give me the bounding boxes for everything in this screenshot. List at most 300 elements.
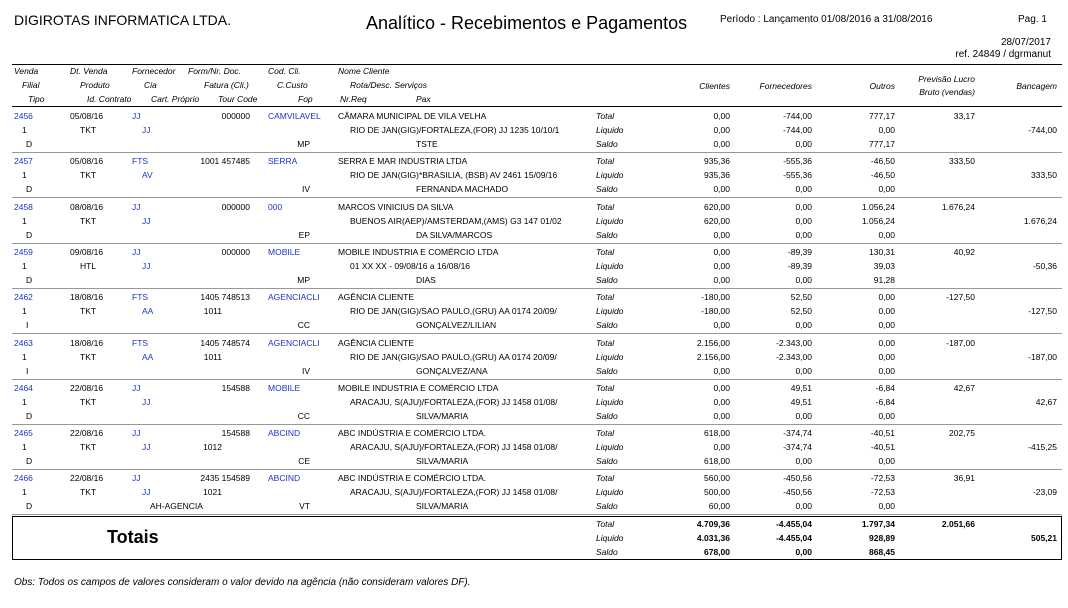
fop: IV: [301, 184, 310, 195]
totals-bancagem: 505,21: [1031, 533, 1057, 543]
total-clientes: 0,00: [713, 246, 730, 257]
liq-outros: -6,84: [875, 396, 895, 407]
totals-liq-clientes: 4.031,36: [696, 533, 730, 543]
rota: RIO DE JAN(GIG)/SAO PAULO,(GRU) AA 0174 20/09/: [350, 351, 557, 362]
fatura: 1012: [203, 442, 222, 453]
pax: TSTE: [416, 139, 438, 149]
produto: TKT: [80, 442, 97, 453]
label-total: Total: [596, 111, 615, 121]
venda-link[interactable]: 2459: [14, 246, 33, 257]
label-liquido: Liquido: [596, 487, 624, 498]
filial: 1: [22, 170, 27, 181]
total-clientes: 935,36: [704, 156, 730, 167]
record: [12, 335, 1062, 380]
cart-proprio: AH-AGENCIA: [150, 501, 203, 512]
record: [12, 153, 1062, 198]
saldo-fornecedores: 0,00: [795, 365, 812, 376]
venda-link[interactable]: 2458: [14, 201, 33, 212]
dt-venda: 18/08/16: [70, 292, 104, 303]
liq-outros: 0,00: [878, 125, 895, 135]
venda-link[interactable]: 2463: [14, 337, 33, 348]
venda-link[interactable]: 2466: [14, 473, 33, 484]
tipo: I: [26, 365, 29, 376]
col-clientes: Clientes: [699, 81, 730, 91]
produto: TKT: [80, 396, 97, 407]
liq-clientes: 620,00: [704, 215, 730, 226]
report-date: 28/07/2017: [1000, 37, 1051, 48]
col-c-custo: C.Custo: [277, 80, 308, 90]
label-liquido: Liquido: [596, 260, 624, 271]
cod-cli: SERRA: [268, 156, 298, 167]
previsao-lucro: 33,17: [953, 111, 975, 121]
label-liquido: Liquido: [596, 442, 624, 453]
produto: TKT: [80, 125, 97, 135]
fornecedor: JJ: [132, 201, 141, 212]
saldo-outros: 0,00: [878, 501, 895, 512]
fop: MP: [297, 274, 310, 285]
liq-fornecedores: 49,51: [790, 396, 812, 407]
filial: 1: [22, 260, 27, 271]
label-total: Total: [596, 473, 615, 484]
label-liquido: Liquido: [596, 351, 624, 362]
col-fornecedores: Fornecedores: [759, 81, 812, 91]
filial: 1: [22, 442, 27, 453]
pax: DIAS: [416, 274, 436, 285]
label-liquido: Liquido: [596, 125, 624, 135]
bancagem: -187,00: [1028, 351, 1057, 362]
cod-cli: MOBILE: [268, 246, 301, 257]
saldo-fornecedores: 0,00: [795, 229, 812, 240]
record: [12, 289, 1062, 334]
form-nr-doc: 154588: [221, 428, 250, 439]
fatura: 1011: [203, 351, 222, 362]
cia: JJ: [142, 442, 151, 453]
bancagem: -744,00: [1028, 125, 1057, 135]
saldo-clientes: 0,00: [713, 320, 730, 331]
previsao-lucro: 42,67: [953, 382, 975, 393]
previsao-lucro: 202,75: [949, 428, 975, 439]
totals-liq-outros: 928,89: [869, 533, 895, 543]
liq-clientes: 0,00: [713, 442, 730, 453]
total-outros: 777,17: [869, 111, 895, 121]
fop: CC: [297, 320, 310, 331]
total-fornecedores: 0,00: [795, 201, 812, 212]
col-fop: Fop: [298, 94, 313, 104]
saldo-outros: 0,00: [878, 456, 895, 467]
pax: GONÇALVEZ/ANA: [416, 365, 488, 376]
label-saldo: Saldo: [596, 274, 618, 285]
pax: SILVA/MARIA: [416, 501, 469, 512]
col-produto: Produto: [80, 80, 110, 90]
liq-clientes: 0,00: [713, 260, 730, 271]
total-fornecedores: -89,39: [787, 246, 812, 257]
total-clientes: 0,00: [713, 111, 730, 121]
liq-outros: -72,53: [870, 487, 895, 498]
produto: TKT: [80, 215, 97, 226]
totals-total-fornecedores: -4.455,04: [776, 519, 812, 529]
report-title: Analítico - Recebimentos e Pagamentos: [366, 13, 688, 33]
saldo-outros: 0,00: [878, 365, 895, 376]
tipo: D: [26, 139, 33, 149]
tipo: D: [26, 229, 33, 240]
fop: MP: [297, 139, 310, 149]
fop: IV: [301, 365, 310, 376]
total-outros: 0,00: [878, 337, 895, 348]
filial: 1: [22, 351, 27, 362]
saldo-clientes: 0,00: [713, 274, 730, 285]
total-clientes: 620,00: [704, 201, 730, 212]
total-outros: 0,00: [878, 292, 895, 303]
liq-outros: -40,51: [870, 442, 895, 453]
total-clientes: 2.156,00: [696, 337, 730, 348]
total-clientes: 618,00: [704, 428, 730, 439]
liq-outros: 1.056,24: [861, 215, 895, 226]
total-clientes: 0,00: [713, 382, 730, 393]
col-bancagem: Bancagem: [1016, 81, 1057, 91]
bancagem: 333,50: [1031, 170, 1057, 181]
saldo-clientes: 0,00: [713, 184, 730, 195]
tipo: D: [26, 184, 33, 195]
totals-saldo-outros: 868,45: [869, 547, 895, 557]
col-nr-req: Nr.Req: [340, 94, 367, 104]
total-outros: 130,31: [869, 246, 895, 257]
totals-liq-fornecedores: -4.455,04: [776, 533, 812, 543]
cia: AV: [142, 170, 153, 181]
totals-label: Totais: [107, 527, 159, 547]
rota: RIO DE JAN(GIG)/FORTALEZA,(FOR) JJ 1235 10/10/1: [350, 125, 560, 135]
bancagem: -23,09: [1032, 487, 1057, 498]
totals-saldo-fornecedores: 0,00: [795, 547, 812, 557]
venda-link[interactable]: 2465: [14, 428, 33, 439]
saldo-fornecedores: 0,00: [795, 184, 812, 195]
rota: BUENOS AIR(AEP)/AMSTERDAM,(AMS) G3 147 01/02: [350, 215, 562, 226]
total-fornecedores: -374,74: [783, 428, 812, 439]
liq-clientes: -180,00: [701, 306, 730, 317]
col-fatura-cli: Fatura (Cli.): [204, 80, 249, 90]
dt-venda: 18/08/16: [70, 337, 104, 348]
saldo-outros: 777,17: [869, 139, 895, 149]
form-nr-doc: 000000: [221, 246, 250, 257]
liq-clientes: 0,00: [713, 125, 730, 135]
saldo-outros: 0,00: [878, 184, 895, 195]
label-total: Total: [596, 337, 615, 348]
pax: GONÇALVEZ/LILIAN: [416, 320, 497, 331]
col-cod-cli: Cod. Cli.: [268, 66, 301, 76]
rota: RIO DE JAN(GIG)/SAO PAULO,(GRU) AA 0174 20/09/: [350, 306, 557, 317]
header-top-rule: [12, 64, 1062, 65]
footer-obs: Obs: Todos os campos de valores consideram o valor devido na agência (não consideram valores DF).: [14, 577, 471, 588]
label-saldo: Saldo: [596, 184, 618, 195]
label-saldo: Saldo: [596, 410, 618, 421]
pax: SILVA/MARIA: [416, 410, 469, 421]
bancagem: 42,67: [1035, 396, 1057, 407]
liq-outros: 0,00: [878, 306, 895, 317]
bancagem: -127,50: [1028, 306, 1057, 317]
liq-fornecedores: -2.343,00: [776, 351, 812, 362]
form-nr-doc: 000000: [221, 201, 250, 212]
fornecedor: JJ: [132, 246, 141, 257]
label-total: Total: [596, 292, 615, 303]
rota: RIO DE JAN(GIG)*BRASILIA, (BSB) AV 2461 15/09/16: [350, 170, 558, 181]
dt-venda: 05/08/16: [70, 156, 104, 167]
totals-total-outros: 1.797,34: [861, 519, 895, 529]
total-fornecedores: 52,50: [790, 292, 812, 303]
cia: AA: [142, 306, 154, 317]
col-fornecedor: Fornecedor: [132, 66, 176, 76]
totals-previsao: 2.051,66: [941, 519, 975, 529]
cod-cli: ABCIND: [268, 428, 301, 439]
cia: JJ: [142, 487, 151, 498]
record: [12, 244, 1062, 289]
venda-link[interactable]: 2457: [14, 156, 33, 167]
pax: DA SILVA/MARCOS: [416, 229, 493, 240]
previsao-lucro: -127,50: [946, 292, 975, 303]
cod-cli: MOBILE: [268, 382, 301, 393]
liq-fornecedores: -744,00: [783, 125, 812, 135]
liq-clientes: 500,00: [704, 487, 730, 498]
dt-venda: 22/08/16: [70, 473, 104, 484]
tipo: D: [26, 410, 33, 421]
saldo-fornecedores: 0,00: [795, 410, 812, 421]
venda-link[interactable]: 2464: [14, 382, 33, 393]
label-liquido: Liquido: [596, 215, 624, 226]
saldo-clientes: 60,00: [708, 501, 730, 512]
label-total: Total: [596, 428, 615, 439]
nome-cliente: ABC INDÚSTRIA E COMÉRCIO LTDA.: [338, 473, 487, 484]
fop: EP: [298, 229, 310, 240]
totals-label-liquido: Liquido: [596, 533, 624, 543]
company-name: DIGIROTAS INFORMATICA LTDA.: [14, 12, 232, 28]
rota: ARACAJU, S(AJU)/FORTALEZA,(FOR) JJ 1458 01/08/: [350, 442, 558, 453]
record: [12, 199, 1062, 244]
total-outros: -6,84: [875, 382, 895, 393]
fornecedor: JJ: [132, 473, 141, 484]
liq-outros: 39,03: [873, 260, 895, 271]
saldo-outros: 0,00: [878, 320, 895, 331]
fornecedor: JJ: [132, 382, 141, 393]
nome-cliente: CÂMARA MUNICIPAL DE VILA VELHA: [338, 111, 487, 121]
col-nome-cliente: Nome Cliente: [338, 66, 390, 76]
cod-cli: CAMVILAVEL: [268, 111, 321, 121]
label-total: Total: [596, 201, 615, 212]
fornecedor: JJ: [132, 111, 141, 121]
fop: VT: [299, 501, 310, 512]
page-number: Pag. 1: [1018, 14, 1047, 25]
liq-clientes: 935,36: [704, 170, 730, 181]
totals-box: [12, 516, 1062, 560]
filial: 1: [22, 487, 27, 498]
dt-venda: 08/08/16: [70, 201, 104, 212]
dt-venda: 05/08/16: [70, 111, 104, 121]
filial: 1: [22, 396, 27, 407]
saldo-outros: 0,00: [878, 229, 895, 240]
total-fornecedores: -450,56: [783, 473, 812, 484]
rota: 01 XX XX - 09/08/16 a 16/08/16: [350, 260, 471, 271]
previsao-lucro: 333,50: [949, 156, 975, 167]
col-dt-venda: Dt. Venda: [70, 66, 108, 76]
cod-cli: ABCIND: [268, 473, 301, 484]
fornecedor: FTS: [132, 156, 149, 167]
nome-cliente: SERRA E MAR INDUSTRIA LTDA: [338, 156, 468, 167]
label-saldo: Saldo: [596, 139, 618, 149]
totals-label-total: Total: [596, 519, 615, 529]
saldo-outros: 91,28: [873, 274, 895, 285]
liq-fornecedores: -89,39: [787, 260, 812, 271]
cod-cli: AGENCIACLI: [268, 292, 320, 303]
cia: JJ: [142, 260, 151, 271]
liq-outros: -46,50: [870, 170, 895, 181]
previsao-lucro: 36,91: [953, 473, 975, 484]
total-outros: -40,51: [870, 428, 895, 439]
form-nr-doc: 2435 154589: [200, 473, 250, 484]
liq-clientes: 0,00: [713, 396, 730, 407]
cia: JJ: [142, 396, 151, 407]
form-nr-doc: 154588: [221, 382, 250, 393]
previsao-lucro: 40,92: [953, 246, 975, 257]
saldo-fornecedores: 0,00: [795, 320, 812, 331]
nome-cliente: MARCOS VINICIUS DA SILVA: [338, 201, 454, 212]
col-venda: Venda: [14, 66, 39, 76]
filial: 1: [22, 125, 27, 135]
venda-link[interactable]: 2462: [14, 292, 33, 303]
label-saldo: Saldo: [596, 456, 618, 467]
total-outros: -46,50: [870, 156, 895, 167]
previsao-lucro: -187,00: [946, 337, 975, 348]
total-outros: -72,53: [870, 473, 895, 484]
fornecedor: FTS: [132, 292, 149, 303]
pax: FERNANDA MACHADO: [416, 184, 509, 195]
tipo: D: [26, 456, 33, 467]
total-outros: 1.056,24: [861, 201, 895, 212]
cod-cli: 000: [268, 201, 283, 212]
form-nr-doc: 1001 457485: [200, 156, 250, 167]
fornecedor: JJ: [132, 428, 141, 439]
saldo-clientes: 0,00: [713, 410, 730, 421]
liq-fornecedores: -555,36: [783, 170, 812, 181]
venda-link[interactable]: 2456: [14, 111, 33, 121]
nome-cliente: AGÊNCIA CLIENTE: [338, 337, 415, 348]
col-rota-desc: Rota/Desc. Serviços: [350, 80, 427, 90]
produto: TKT: [80, 306, 97, 317]
label-total: Total: [596, 246, 615, 257]
bancagem: -50,36: [1032, 260, 1057, 271]
dt-venda: 09/08/16: [70, 246, 104, 257]
col-cia: Cia: [144, 80, 157, 90]
form-nr-doc: 1405 748574: [200, 337, 250, 348]
produto: HTL: [80, 260, 97, 271]
dt-venda: 22/08/16: [70, 382, 104, 393]
filial: 1: [22, 215, 27, 226]
nome-cliente: MOBILE INDUSTRIA E COMÉRCIO LTDA: [338, 246, 499, 257]
rota: ARACAJU, S(AJU)/FORTALEZA,(FOR) JJ 1458 01/08/: [350, 396, 558, 407]
saldo-clientes: 0,00: [713, 229, 730, 240]
col-previsao-1: Previsão Lucro: [918, 74, 975, 84]
produto: TKT: [80, 487, 97, 498]
col-id-contrato: Id. Contrato: [87, 94, 132, 104]
label-liquido: Liquido: [596, 170, 624, 181]
saldo-clientes: 618,00: [704, 456, 730, 467]
filial: 1: [22, 306, 27, 317]
label-total: Total: [596, 156, 615, 167]
total-fornecedores: -744,00: [783, 111, 812, 121]
form-nr-doc: 000000: [221, 111, 250, 121]
nome-cliente: AGÊNCIA CLIENTE: [338, 292, 415, 303]
label-liquido: Liquido: [596, 306, 624, 317]
totals-label-saldo: Saldo: [596, 547, 618, 557]
fatura: 1021: [203, 487, 222, 498]
fop: CE: [298, 456, 310, 467]
total-clientes: -180,00: [701, 292, 730, 303]
bancagem: 1.676,24: [1023, 215, 1057, 226]
cod-cli: AGENCIACLI: [268, 337, 320, 348]
liq-fornecedores: 52,50: [790, 306, 812, 317]
saldo-outros: 0,00: [878, 410, 895, 421]
label-saldo: Saldo: [596, 501, 618, 512]
produto: TKT: [80, 351, 97, 362]
liq-fornecedores: -450,56: [783, 487, 812, 498]
totals-saldo-clientes: 678,00: [704, 547, 730, 557]
produto: TKT: [80, 170, 97, 181]
report-ref: ref. 24849 / dgrmanut: [955, 49, 1051, 60]
pax: SILVA/MARIA: [416, 456, 469, 467]
label-total: Total: [596, 382, 615, 393]
total-clientes: 560,00: [704, 473, 730, 484]
report-period: Período : Lançamento 01/08/2016 a 31/08/2016: [720, 14, 933, 25]
dt-venda: 22/08/16: [70, 428, 104, 439]
liq-fornecedores: 0,00: [795, 215, 812, 226]
col-outros: Outros: [869, 81, 895, 91]
saldo-fornecedores: 0,00: [795, 274, 812, 285]
col-previsao-2: Bruto (vendas): [919, 87, 975, 97]
rota: ARACAJU, S(AJU)/FORTALEZA,(FOR) JJ 1458 01/08/: [350, 487, 558, 498]
liq-fornecedores: -374,74: [783, 442, 812, 453]
saldo-fornecedores: 0,00: [795, 139, 812, 149]
saldo-fornecedores: 0,00: [795, 501, 812, 512]
header-bottom-rule: [12, 106, 1062, 107]
label-liquido: Liquido: [596, 396, 624, 407]
tipo: D: [26, 501, 33, 512]
tipo: I: [26, 320, 29, 331]
record: [12, 108, 1062, 153]
bancagem: -415,25: [1028, 442, 1057, 453]
fatura: 1011: [203, 306, 222, 317]
cia: JJ: [142, 215, 151, 226]
total-fornecedores: -555,36: [783, 156, 812, 167]
fop: CC: [297, 410, 310, 421]
record: [12, 470, 1062, 515]
form-nr-doc: 1405 748513: [200, 292, 250, 303]
saldo-clientes: 0,00: [713, 139, 730, 149]
liq-clientes: 2.156,00: [696, 351, 730, 362]
cia: JJ: [142, 125, 151, 135]
saldo-fornecedores: 0,00: [795, 456, 812, 467]
record: [12, 380, 1062, 425]
liq-outros: 0,00: [878, 351, 895, 362]
saldo-clientes: 0,00: [713, 365, 730, 376]
col-cart-proprio: Cart. Próprio: [151, 94, 200, 104]
col-pax: Pax: [416, 94, 431, 104]
nome-cliente: MOBILE INDUSTRIA E COMÉRCIO LTDA: [338, 382, 499, 393]
col-form-nr-doc: Form/Nr. Doc.: [188, 66, 242, 76]
fornecedor: FTS: [132, 337, 149, 348]
record: [12, 425, 1062, 470]
total-fornecedores: 49,51: [790, 382, 812, 393]
label-saldo: Saldo: [596, 320, 618, 331]
col-tipo: Tipo: [28, 94, 45, 104]
label-saldo: Saldo: [596, 229, 618, 240]
totals-total-clientes: 4.709,36: [696, 519, 730, 529]
label-saldo: Saldo: [596, 365, 618, 376]
